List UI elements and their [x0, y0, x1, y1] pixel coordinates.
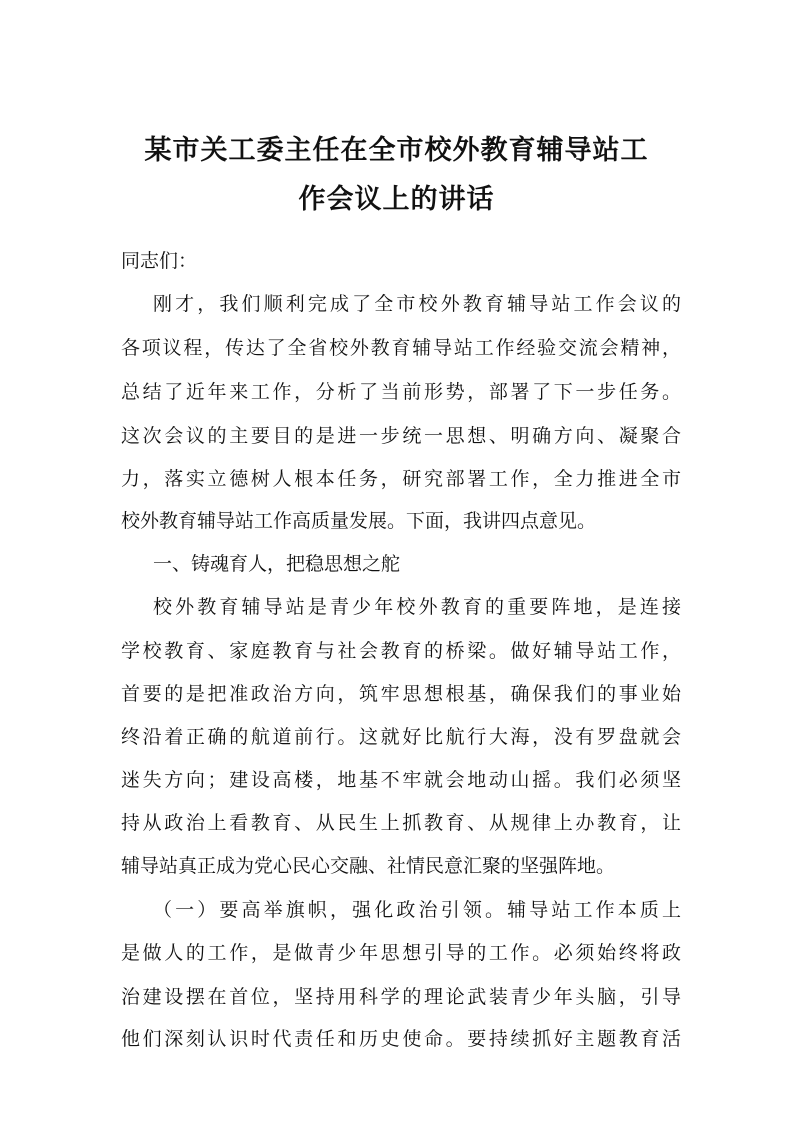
paragraph-3-line-1: （一）要高举旗帜，强化政治引领。辅导站工作本质上	[153, 899, 681, 921]
document-title-line-1: 某市关工委主任在全市校外教育辅导站工	[144, 135, 649, 166]
paragraph-3-line-3: 治建设摆在首位，坚持用科学的理论武装青少年头脑，引导	[121, 986, 681, 1008]
section-heading-1: 一、铸魂育人，把稳思想之舵	[153, 553, 401, 575]
paragraph-2-line-5: 迷失方向；建设高楼，地基不牢就会地动山摇。我们必须坚	[121, 769, 681, 791]
paragraph-1-line-5: 力，落实立德树人根本任务，研究部署工作，全力推进全市	[121, 468, 681, 490]
paragraph-1-line-2: 各项议程，传达了全省校外教育辅导站工作经验交流会精神，	[121, 337, 681, 359]
paragraph-2-line-6: 持从政治上看教育、从民生上抓教育、从规律上办教育，让	[121, 812, 681, 834]
document-title-line-2: 作会议上的讲话	[298, 184, 495, 215]
paragraph-3-line-4: 他们深刻认识时代责任和历史使命。要持续抓好主题教育活	[121, 1028, 681, 1050]
paragraph-1-line-4: 这次会议的主要目的是进一步统一思想、明确方向、凝聚合	[121, 425, 681, 447]
paragraph-1-line-1: 刚才，我们顺利完成了全市校外教育辅导站工作会议的	[153, 293, 681, 315]
paragraph-3-line-2: 是做人的工作，是做青少年思想引导的工作。必须始终将政	[121, 942, 681, 964]
paragraph-2-line-7: 辅导站真正成为党心民心交融、社情民意汇聚的坚强阵地。	[121, 855, 616, 877]
paragraph-1-line-6: 校外教育辅导站工作高质量发展。下面，我讲四点意见。	[121, 510, 597, 532]
paragraph-1-line-3: 总结了近年来工作，分析了当前形势，部署了下一步任务。	[121, 381, 681, 403]
paragraph-2-line-2: 学校教育、家庭教育与社会教育的桥梁。做好辅导站工作，	[121, 640, 681, 662]
paragraph-2-line-3: 首要的是把准政治方向，筑牢思想根基，确保我们的事业始	[121, 683, 681, 705]
salutation: 同志们：	[121, 250, 198, 272]
paragraph-2-line-4: 终沿着正确的航道前行。这就好比航行大海，没有罗盘就会	[121, 726, 681, 748]
paragraph-2-line-1: 校外教育辅导站是青少年校外教育的重要阵地，是连接	[153, 596, 681, 618]
